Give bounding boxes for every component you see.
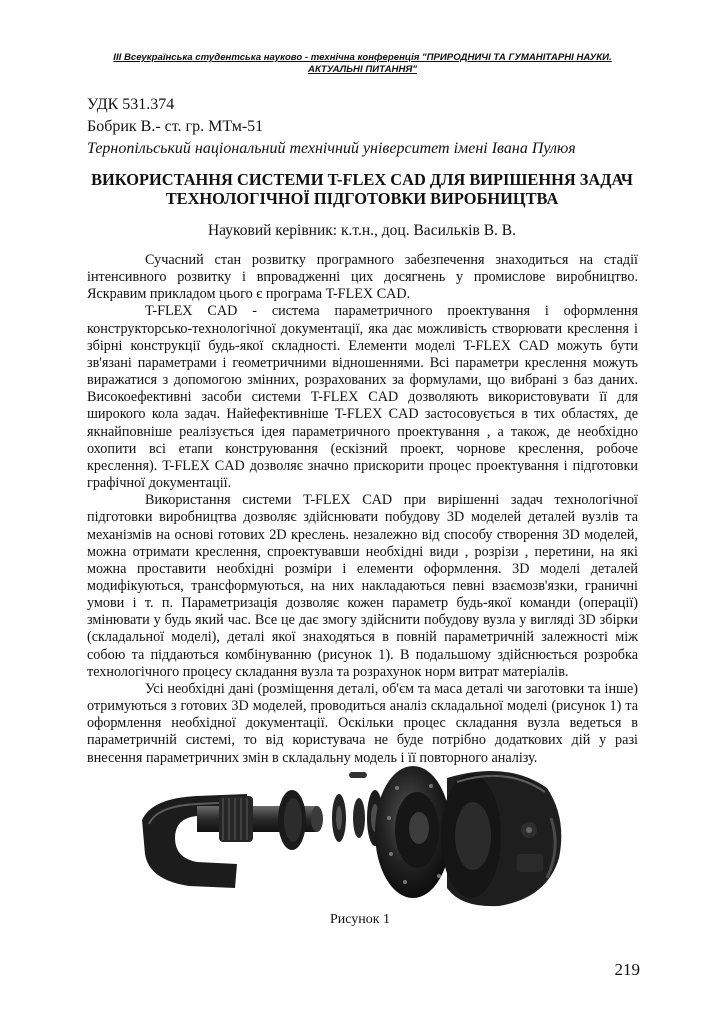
conference-header-line1: III Всеукраїнська студентська науково - технічна конференція "ПРИРОДНИЧІ ТА ГУМАНІТАРНІ НАУКИ. — [113, 52, 612, 63]
paper-title-line1: ВИКОРИСТАННЯ СИСТЕМИ T-FLEX CAD ДЛЯ ВИРІШЕННЯ ЗАДАЧ — [91, 170, 633, 189]
paper-title-line2: ТЕХНОЛОГІЧНОЇ ПІДГОТОВКИ ВИРОБНИЦТВА — [165, 189, 559, 208]
paragraph-2: T-FLEX CAD - система параметричного проектування і оформлення конструкторсько-технологічної документації, яка дає можливість створювати креслення і збірні конструкції будь-якої складності. Елементи моделі T-FLEX CAD можуть бути зв'язані параметрами і геометричними відношеннями. Всі параметри креслення можуть виражатися з допомогою змінних, розрахованих за формулами, що вибрані з баз даних. Високоефективні засоби системи T-FLEX CAD дозволяють використовувати її для широкого кола задач. Найефективніше T-FLEX CAD застосовується в тих областях, де якнайповніше реалізується ідея параметричного проектування , а також, де необхідно охопити всі етапи конструювання (ескізний проект, чорнове креслення, робоче креслення). T-FLEX CAD дозволяє значно прискорити процес проектування і підготовки графічної документації. — [87, 303, 638, 492]
conference-header-line2: АКТУАЛЬНІ ПИТАННЯ" — [308, 64, 417, 75]
supervisor: Науковий керівник: к.т.н., доц. Васильків В. В. — [207, 222, 517, 239]
exploded-assembly-icon — [127, 758, 567, 910]
author: Бобрик В.- ст. гр. МТм-51 — [87, 118, 264, 135]
conference-header — [90, 52, 635, 76]
body-text — [87, 252, 638, 767]
paragraph-4: Усі необхідні дані (розміщення деталі, об'єм та маса деталі чи заготовки та інше) отримуються з готових 3D моделей, проводиться аналіз складальної моделі (рисунок 1) та оформлення необхідної документації. Оскільки процес складання вузла ведеться в параметричній системі, то від користувача не буде потрібно додаткових дій у разі внесення параметричних змін в складальну модель і її повторного аналізу. — [87, 680, 638, 766]
paper-title — [82, 170, 642, 208]
figure-caption: Рисунок 1 — [329, 912, 391, 927]
affiliation: Тернопільський національний технічний університет імені Івана Пулюя — [87, 140, 576, 157]
paragraph-3: Використання системи T-FLEX CAD при вирішенні задач технологічної підготовки виробництва дозволяє здійснювати побудову 3D моделей деталей вузлів та механізмів на основі готових 2D креслень. незалежно від способу створення 3D моделей, можна отримати креслення, спроектувавши необхідні види , розрізи , перетини, на які можна проставити необхідні розміри і елементи оформлення. 3D моделі деталей модифікуються, трансформуються, на них накладаються певні взаємозв'язки, граничні умови і т. п. Параметризація дозволяє кожен параметр будь-якої команди (операції) змінювати у будь який час. Все це дає змогу здійснити побудову вузла у вигляді 3D збірки (складальної моделі), деталі якої знаходяться в повній параметричній залежності між собою та піддаються комбінуванню (рисунок 1). В подальшому здійснюється розробка технологічного процесу складання вузла та розрахунок норм витрат матеріалів. — [87, 492, 638, 680]
udk-code: УДК 531.374 — [87, 96, 175, 113]
figure-1-assembly-image — [127, 758, 567, 910]
paragraph-1: Сучасний стан розвитку програмного забезпечення знаходиться на стадії інтенсивного розвитку і впровадженні цих досягнень у промислове виробництво. Яскравим прикладом цього є програма T-FLEX CAD. — [87, 252, 638, 303]
page-number: 219 — [614, 960, 640, 979]
